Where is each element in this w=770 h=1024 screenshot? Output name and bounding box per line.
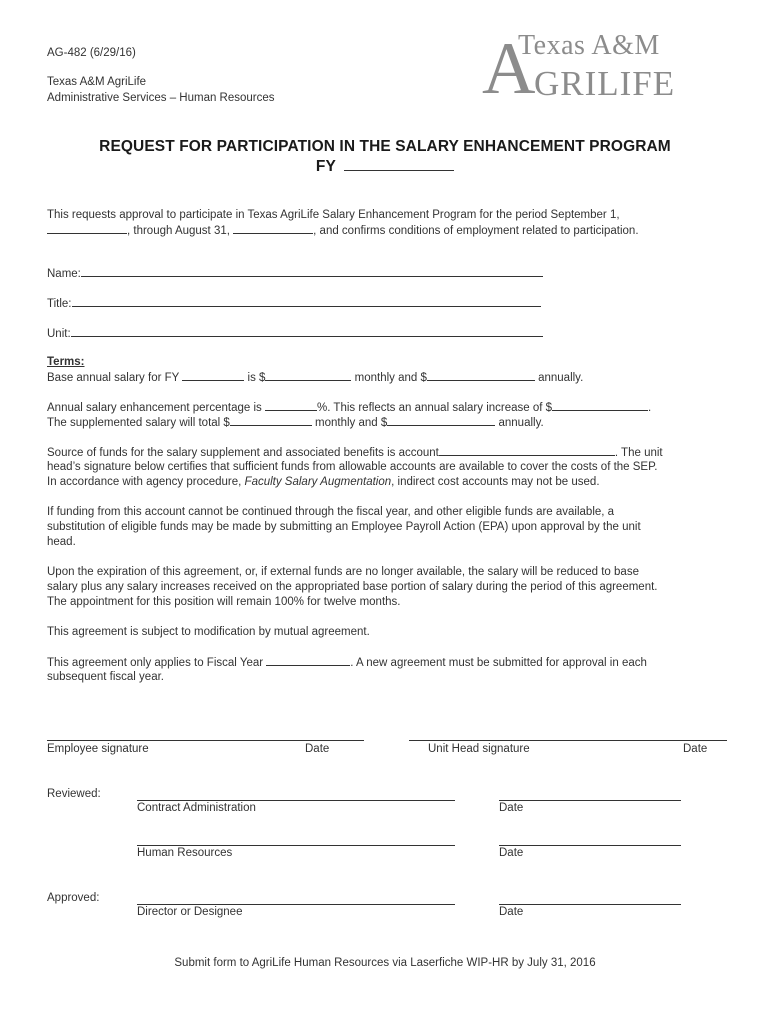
funding-line-1: If funding from this account cannot be continued through the fiscal year, and other eligible funds are available, a	[47, 506, 615, 518]
approved-label: Approved:	[47, 892, 100, 904]
expiry-line-2: salary plus any salary increases received on the appropriated base portion of salary during the period of this agreement.	[47, 581, 658, 593]
contract-admin-date-line[interactable]	[499, 800, 681, 801]
agrilife-logo	[478, 28, 718, 110]
unit-head-signature-label: Unit Head signature	[428, 743, 530, 755]
supplemented-annual-field[interactable]	[387, 415, 495, 426]
fiscal-year-label: This agreement only applies to Fiscal Year	[47, 657, 264, 669]
fiscal-year-line-2: subsequent fiscal year.	[47, 671, 164, 683]
modification-text: This agreement is subject to modification by mutual agreement.	[47, 626, 370, 638]
director-label: Director or Designee	[137, 906, 243, 918]
enhancement-percent-field[interactable]	[265, 400, 317, 411]
base-salary-label: Base annual salary for FY	[47, 372, 180, 384]
human-resources-date-label: Date	[499, 847, 524, 859]
intro-conditions: , and confirms conditions of employment related to participation.	[313, 225, 639, 237]
intro-line-2	[47, 223, 639, 240]
source-line-2: head’s signature below certifies that sufficient funds from allowable accounts are available to cover the costs of the SEP.	[47, 461, 658, 473]
supplemented-monthly-label: monthly and $	[315, 417, 388, 429]
intro-line-1: This requests approval to participate in Texas AgriLife Salary Enhancement Program for the period September 1,	[47, 209, 620, 221]
base-is-label: is $	[247, 372, 266, 384]
name-row	[47, 266, 543, 283]
expiry-line-1: Upon the expiration of this agreement, or, if external funds are no longer available, the salary will be reduced to base	[47, 566, 639, 578]
supplemented-monthly-field[interactable]	[230, 415, 312, 426]
employee-signature-line[interactable]	[47, 740, 364, 741]
base-salary-row	[47, 370, 583, 387]
enhancement-increase-label: %. This reflects an annual salary increase of $	[317, 402, 553, 414]
page-title: REQUEST FOR PARTICIPATION IN THE SALARY ENHANCEMENT PROGRAM	[99, 138, 671, 155]
enhancement-increase-field[interactable]	[552, 400, 648, 411]
procedure-text: In accordance with agency procedure,	[47, 476, 242, 488]
org-name: Texas A&M AgriLife	[47, 76, 147, 88]
unit-field[interactable]	[71, 326, 543, 337]
contract-admin-signature-line[interactable]	[137, 800, 455, 801]
base-monthly-field[interactable]	[265, 370, 351, 381]
contract-admin-label: Contract Administration	[137, 802, 256, 814]
unit-label: Unit:	[47, 328, 71, 340]
funding-line-2: substitution of eligible funds may be made by submitting an Employee Payroll Action (EPA) upon approval by the unit	[47, 521, 641, 533]
new-agreement-text: . A new agreement must be submitted for approval in each	[350, 657, 647, 669]
name-label: Name:	[47, 268, 81, 280]
logo-big-a: A	[482, 28, 536, 110]
org-department: Administrative Services – Human Resources	[47, 92, 275, 104]
start-year-field[interactable]	[47, 223, 127, 234]
enhancement-period: .	[648, 402, 652, 414]
indirect-cost-text: , indirect cost accounts may not be used.	[391, 476, 600, 488]
fy-title	[0, 158, 770, 176]
title-row	[47, 296, 541, 313]
employee-signature-label: Employee signature	[47, 743, 149, 755]
terms-heading: Terms:	[47, 356, 85, 368]
form-code: AG-482 (6/29/16)	[47, 47, 136, 59]
fy-field[interactable]	[344, 160, 454, 171]
base-annually-label: annually.	[538, 372, 584, 384]
fiscal-year-field[interactable]	[266, 655, 350, 666]
unit-head-signature-line[interactable]	[409, 740, 727, 741]
intro-through: , through August 31,	[127, 225, 230, 237]
funding-line-3: head.	[47, 536, 76, 548]
logo-agrilife: GRILIFE	[534, 64, 676, 103]
end-year-field[interactable]	[233, 223, 313, 234]
name-field[interactable]	[81, 266, 543, 277]
base-annual-field[interactable]	[427, 370, 535, 381]
expiry-line-3: The appointment for this position will remain 100% for twelve months.	[47, 596, 401, 608]
director-date-label: Date	[499, 906, 524, 918]
title-field[interactable]	[72, 296, 541, 307]
human-resources-label: Human Resources	[137, 847, 233, 859]
enhancement-label: Annual salary enhancement percentage is	[47, 402, 262, 414]
director-signature-line[interactable]	[137, 904, 455, 905]
title-label: Title:	[47, 298, 72, 310]
supplemented-row	[47, 415, 544, 432]
base-monthly-label: monthly and $	[354, 372, 427, 384]
logo-texas-am: Texas A&M	[518, 30, 660, 61]
director-date-line[interactable]	[499, 904, 681, 905]
account-field[interactable]	[439, 445, 615, 456]
source-unit-label: . The unit	[614, 447, 663, 459]
supplemented-label: The supplemented salary will total $	[47, 417, 230, 429]
source-line-3	[47, 475, 600, 491]
base-fy-field[interactable]	[182, 370, 244, 381]
employee-date-label: Date	[305, 743, 330, 755]
procedure-name: Faculty Salary Augmentation	[244, 476, 392, 488]
supplemented-annually-label: annually.	[498, 417, 544, 429]
source-label: Source of funds for the salary supplement and associated benefits is account	[47, 447, 439, 459]
reviewed-label: Reviewed:	[47, 788, 101, 800]
contract-admin-date-label: Date	[499, 802, 524, 814]
submit-note: Submit form to AgriLife Human Resources via Laserfiche WIP-HR by July 31, 2016	[174, 957, 596, 969]
fy-label: FY	[315, 158, 336, 175]
unit-head-date-label: Date	[683, 743, 708, 755]
unit-row	[47, 326, 543, 343]
human-resources-date-line[interactable]	[499, 845, 681, 846]
human-resources-signature-line[interactable]	[137, 845, 455, 846]
